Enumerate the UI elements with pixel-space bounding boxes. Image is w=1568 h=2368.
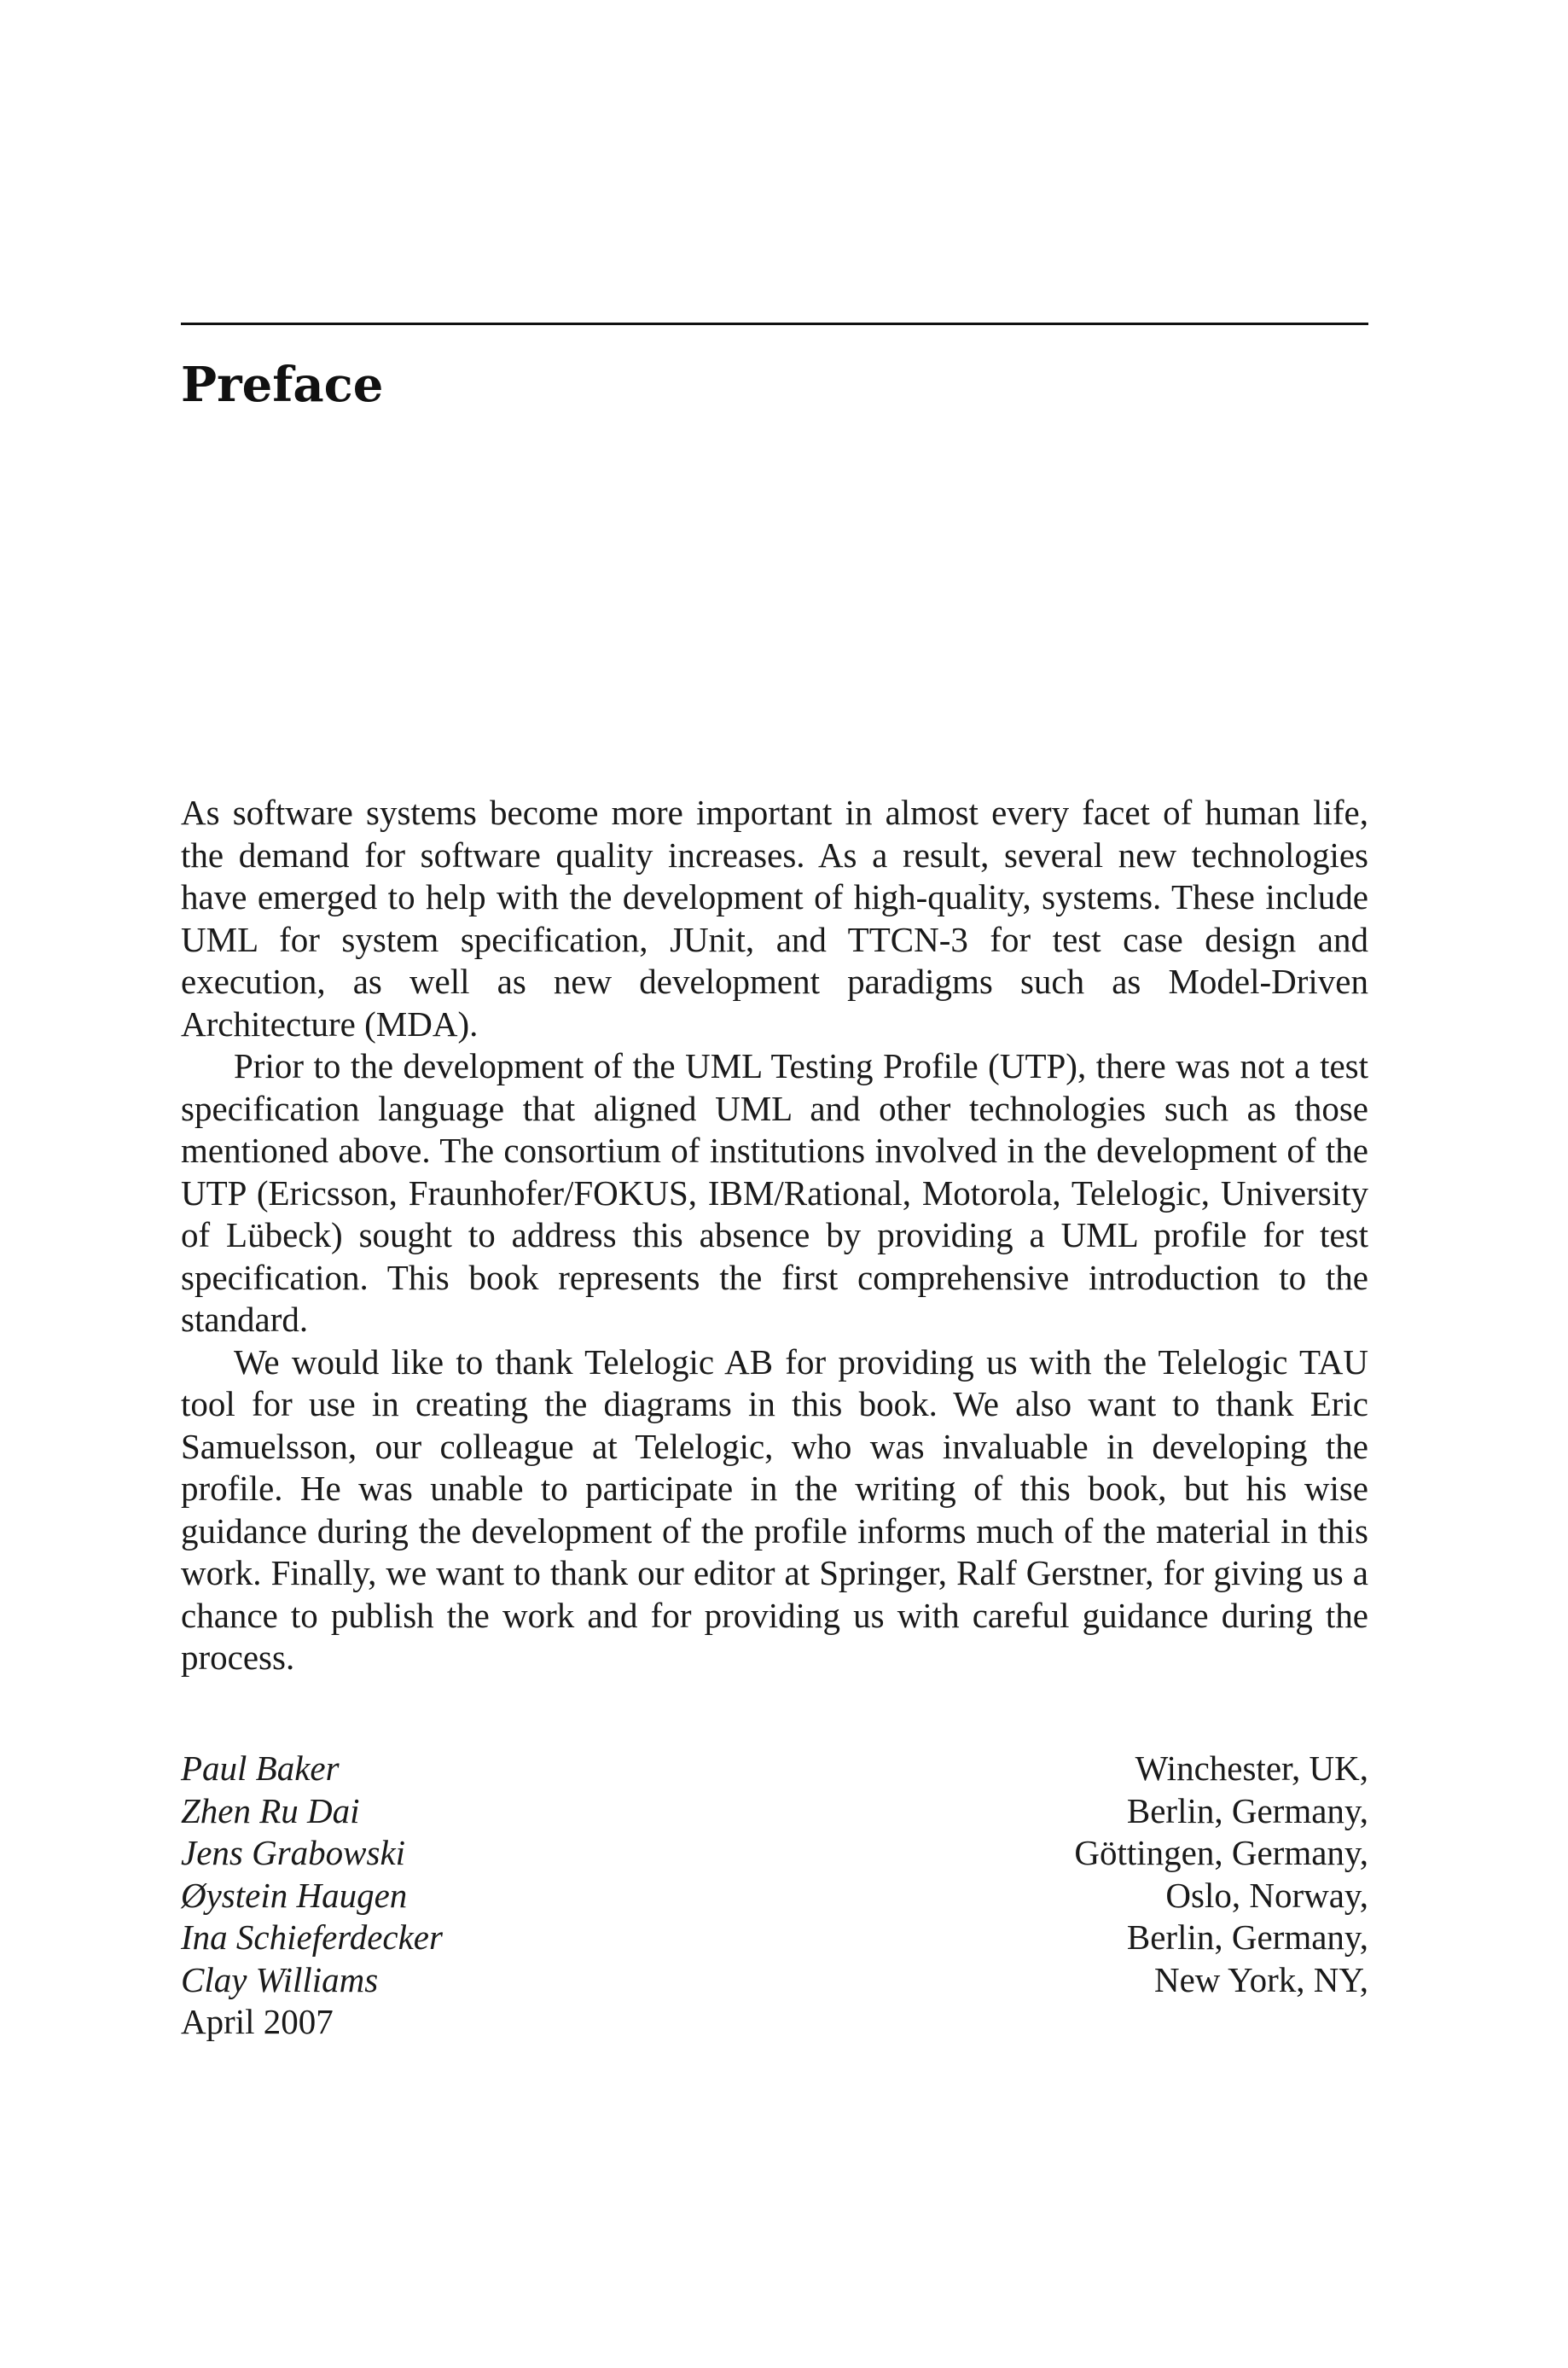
paragraph-2: Prior to the development of the UML Testing Profile (UTP), there was not a test specification language that aligned UML and other technologies such as those mentioned above. The consortium of institutions involved in the development of the UTP (Ericsson, Fraunhofer/FOKUS, IBM/Rational, Motorola, Telelogic, University of Lübeck) sought to address this absence by providing a UML profile for test specification. This book represents the first comprehensive introduction to the standard. — [181, 1046, 1368, 1339]
paragraph-3: We would like to thank Telelogic AB for providing us with the Telelogic TAU tool for use in creating the diagrams in this book. We also want to thank Eric Samuelsson, our colleague at Telelogic, who was invaluable in developing the profile. He was unable to participate in the writing of this book, but his wise guidance during the development of the profile informs much of the material in this work. Finally, we want to thank our editor at Springer, Ralf Gerstner, for giving us a chance to publish the work and for providing us with careful guidance during the process. — [181, 1341, 1368, 1677]
author-location: Göttingen, Germany, — [1074, 1833, 1368, 1872]
preface-date: April 2007 — [181, 2002, 334, 2041]
paragraph-1: As software systems become more important in almost every facet of human life, the demand for software quality increases. As a result, several new technologies have emerged to help with the development of high-quality, systems. These include UML for system specification, JUnit, and TTCN-3 for test case design and execution, as well as new development paradigms such as Model-Driven Architecture (MDA). — [181, 793, 1368, 1044]
author-location: Winchester, UK, — [1135, 1748, 1368, 1788]
author-signatures — [181, 1748, 1368, 2044]
preface-body — [181, 792, 1368, 1679]
author-name: Clay Williams — [181, 1959, 379, 1999]
title-rule — [181, 323, 1368, 325]
author-name: Jens Grabowski — [181, 1833, 406, 1872]
author-name: Ina Schieferdecker — [181, 1917, 443, 1957]
author-row — [181, 1748, 1368, 1790]
author-row — [181, 1832, 1368, 1875]
author-name: Paul Baker — [181, 1748, 340, 1788]
author-row — [181, 1959, 1368, 2002]
author-name: Zhen Ru Dai — [181, 1790, 360, 1830]
author-location: Berlin, Germany, — [1126, 1790, 1368, 1830]
page-title: Preface — [181, 357, 384, 413]
author-row — [181, 1790, 1368, 1833]
author-row — [181, 1875, 1368, 1917]
author-name: Øystein Haugen — [181, 1875, 408, 1915]
author-location: Berlin, Germany, — [1126, 1917, 1368, 1957]
author-location: New York, NY, — [1154, 1959, 1368, 1999]
author-location: Oslo, Norway, — [1165, 1875, 1368, 1915]
author-row — [181, 1917, 1368, 1959]
